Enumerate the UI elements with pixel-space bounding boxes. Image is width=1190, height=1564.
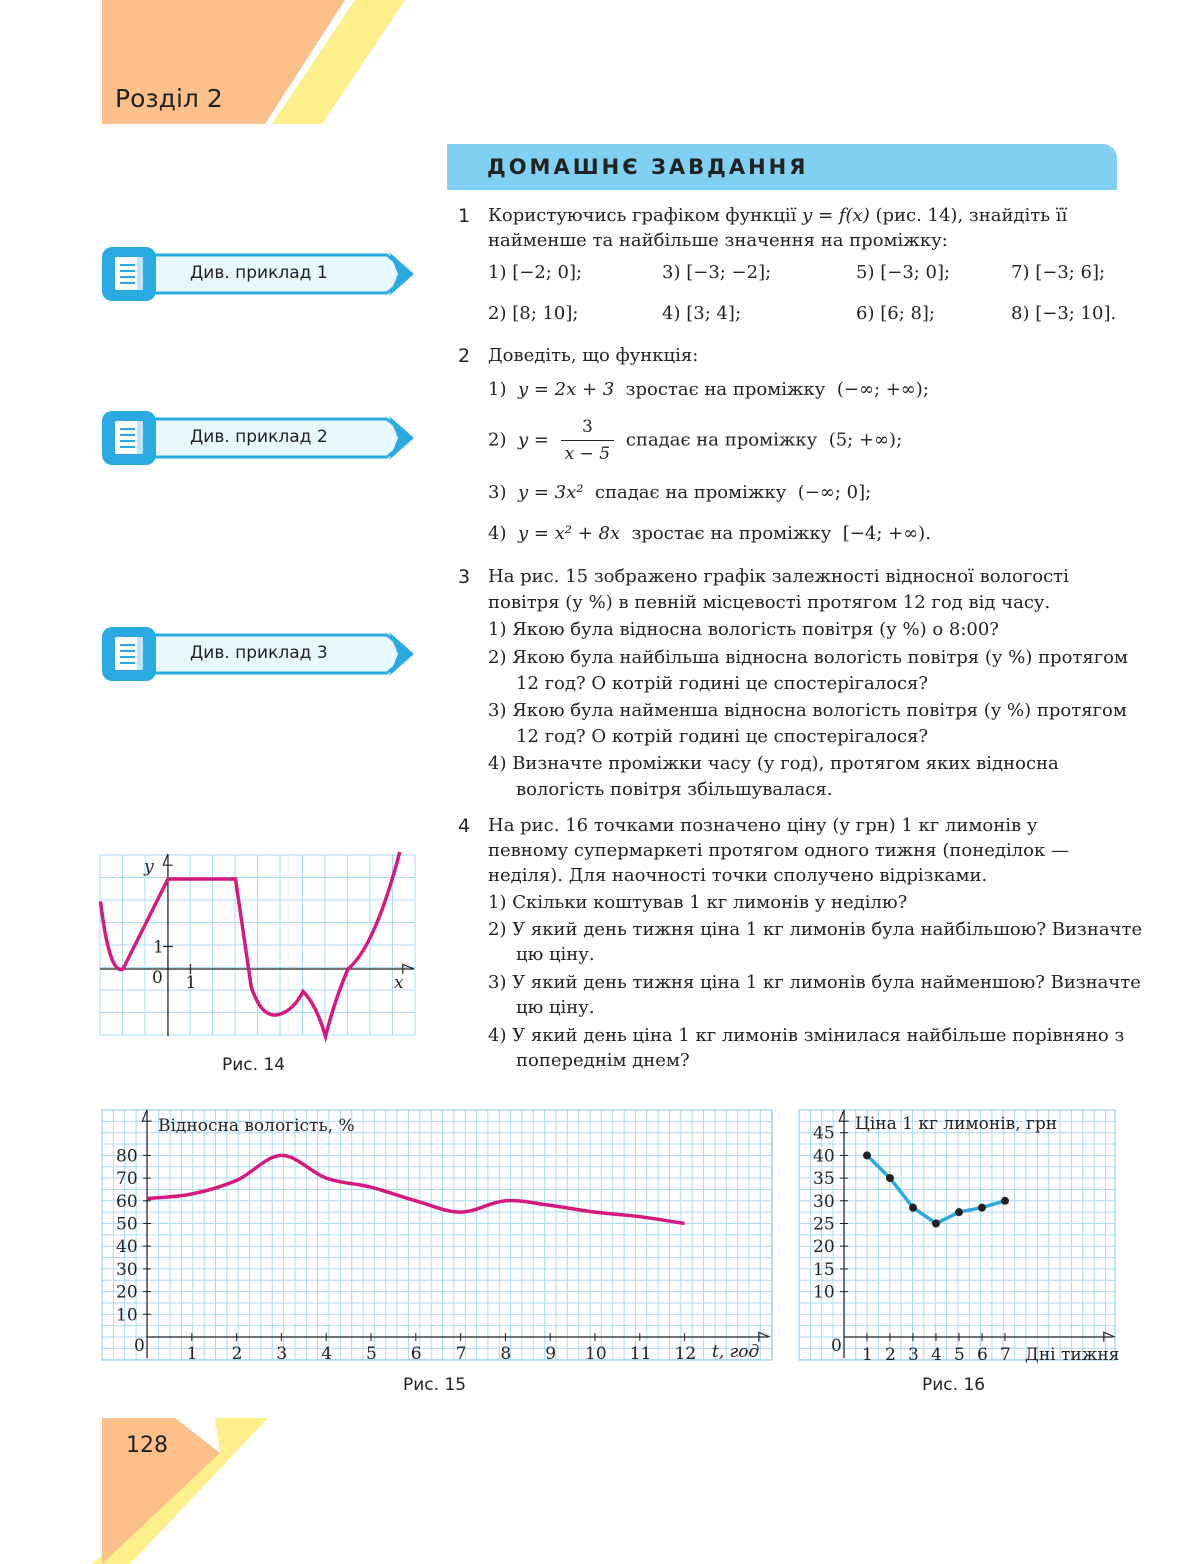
interval-item: 3) [−3; −2]; (662, 262, 772, 283)
y-tick-label: 40 (116, 1237, 138, 1258)
grid (799, 1110, 1115, 1360)
book-icon (115, 257, 143, 290)
y-tick-label: 60 (116, 1191, 138, 1212)
y-tick-label: 80 (116, 1146, 138, 1167)
y-tick-label: 35 (813, 1169, 835, 1190)
y-tick-label: 70 (116, 1169, 138, 1190)
x-tick-label: 3 (276, 1344, 288, 1364)
origin-label: 0 (152, 968, 163, 988)
price-point (932, 1220, 940, 1228)
y-tick-label: 45 (813, 1123, 835, 1144)
task-2-item-3: 3) y = 3x² спадає на проміжку (−∞; 0]; (488, 482, 872, 503)
x-tick-label: 11 (629, 1344, 652, 1364)
y-tick-label: 20 (813, 1237, 835, 1258)
interval-item: 6) [6; 8]; (856, 303, 936, 324)
interval-item: 7) [−3; 6]; (1011, 262, 1106, 283)
book-icon (115, 421, 143, 454)
task-3-item: 3) Якою була найменша відносна вологість повітря (у %) протягом 12 год? О котрій годині це спостерігалося? (488, 700, 1127, 747)
example-link-3[interactable] (102, 627, 414, 681)
y-axis-title: Ціна 1 кг лимонів, грн (855, 1114, 1058, 1134)
task-4-item: 3) У який день тижня ціна 1 кг лимонів була найменшою? Визначте цю ціну. (488, 972, 1141, 1018)
y-axis-label: y (144, 857, 154, 877)
x-tick-label: 8 (500, 1344, 512, 1364)
task-3-item: 4) Визначте проміжки часу (у год), протягом яких відносна вологість повітря збільшувалася. (488, 753, 1059, 800)
x-tick-label: 1 (862, 1345, 873, 1365)
fraction: $\frac{3}{x - 5}$ (561, 414, 614, 467)
example-link-label: Див. приклад 1 (190, 263, 328, 283)
x-tick-label: 7 (1000, 1345, 1011, 1365)
y-tick-label: 10 (116, 1305, 138, 1326)
task-2-text: Доведіть, що функція: (488, 345, 699, 366)
interval-item: 8) [−3; 10]. (1011, 303, 1117, 324)
task-2-item-1: 1) y = 2x + 3 зростає на проміжку (−∞; +∞); (488, 379, 929, 400)
y-tick-label: 30 (813, 1191, 835, 1212)
price-point (978, 1204, 986, 1212)
example-link-1[interactable] (102, 247, 414, 301)
price-point (955, 1208, 963, 1216)
figure-14-graph (96, 850, 426, 1050)
figure-15-chart (100, 1106, 780, 1366)
price-point (909, 1204, 917, 1212)
y-tick-label: 1 (153, 937, 164, 958)
origin-label: 0 (831, 1336, 842, 1356)
x-tick-label: 4 (321, 1344, 333, 1364)
x-tick-label: 9 (545, 1344, 557, 1364)
task-4-item: 1) Скільки коштував 1 кг лимонів у неділю? (488, 892, 908, 913)
x-tick-label: 6 (977, 1345, 988, 1365)
price-point (1001, 1197, 1009, 1205)
task-text: Користуючись графіком функції (488, 205, 803, 226)
x-tick-label: 12 (674, 1344, 697, 1364)
page-number: 128 (126, 1433, 168, 1458)
task-number: 1 (458, 205, 471, 227)
y-tick-label: 50 (116, 1214, 138, 1235)
formula: y = f(x) (802, 205, 870, 226)
x-tick-label: 5 (954, 1345, 965, 1365)
figure-16-caption: Рис. 16 (922, 1375, 986, 1395)
header-decoration (0, 0, 460, 130)
x-tick-label: 4 (931, 1345, 942, 1365)
x-tick-label: 10 (585, 1344, 607, 1364)
task-2-item-2: 2) y = $\frac{3}{x - 5}$ спадає на проміжку (5; +∞); (488, 414, 1118, 467)
task-3-item: 2) Якою була найбільша відносна вологість повітря (у %) протягом 12 год? О котрій годині це спостерігалося? (488, 647, 1129, 694)
figure-14-caption: Рис. 14 (222, 1055, 286, 1075)
example-link-2[interactable] (102, 411, 414, 465)
x-tick-label: 3 (908, 1345, 919, 1365)
x-axis-title: Дні тижня (1025, 1345, 1120, 1365)
homework-title: ДОМАШНЄ ЗАВДАННЯ (487, 155, 809, 179)
figure-15-caption: Рис. 15 (403, 1375, 467, 1395)
task-4-item: 4) У який день ціна 1 кг лимонів змінилася найбільше порівняно з попереднім днем? (488, 1025, 1125, 1071)
interval-item: 1) [−2; 0]; (488, 262, 583, 283)
task-3-item: 1) Якою була відносна вологість повітря (у %) о 8:00? (488, 619, 999, 640)
y-tick-label: 10 (813, 1282, 835, 1303)
interval-item: 5) [−3; 0]; (856, 262, 951, 283)
x-tick-label: 1 (186, 1344, 198, 1364)
task-4-item: 2) У який день тижня ціна 1 кг лимонів була найбільшою? Визначте цю ціну. (488, 919, 1143, 965)
section-title: Розділ 2 (115, 84, 223, 113)
x-tick-label: 1 (185, 973, 197, 993)
homework-header (447, 144, 1117, 190)
x-tick-label: 2 (885, 1345, 896, 1365)
grid (102, 1110, 772, 1360)
y-tick-label: 40 (813, 1146, 835, 1167)
x-tick-label: 6 (410, 1344, 422, 1364)
task-number: 3 (458, 566, 471, 588)
y-tick-label: 20 (116, 1282, 138, 1303)
x-axis-label: x (394, 973, 404, 993)
interval-item: 2) [8; 10]; (488, 303, 579, 324)
interval-item: 4) [3; 4]; (662, 303, 742, 324)
y-tick-label: 25 (813, 1214, 835, 1235)
x-tick-label: 7 (455, 1344, 467, 1364)
x-axis-title: t, год (712, 1342, 760, 1362)
y-tick-label: 15 (813, 1259, 835, 1280)
x-tick-label: 5 (366, 1344, 377, 1364)
task-number: 4 (458, 815, 471, 837)
price-point (886, 1174, 894, 1182)
x-tick-label: 2 (231, 1344, 243, 1364)
y-axis-title: Відносна вологість, % (158, 1116, 355, 1136)
task-1-text (488, 203, 1118, 253)
origin-label: 0 (134, 1336, 145, 1356)
y-tick-label: 30 (116, 1259, 138, 1280)
task-2-item-4: 4) y = x² + 8x зростає на проміжку [−4; +∞). (488, 523, 931, 544)
price-point (863, 1151, 871, 1159)
task-number: 2 (458, 345, 471, 367)
example-link-label: Див. приклад 3 (190, 643, 328, 663)
task-4-text: На рис. 16 точками позначено ціну (у грн) 1 кг лимонів у певному супермаркеті протягом одного тижня (понеділок — неділя). Для наочності точки сполучено відрізками. (488, 815, 1069, 886)
task-3-text: На рис. 15 зображено графік залежності відносної вологості повітря (у %) в певній місцевості протягом 12 год від часу. (488, 566, 1069, 613)
figure-16-chart (797, 1106, 1122, 1366)
task-text: (рис. 14), знайдіть її найменше та найбільше значення на проміжку: (488, 205, 1068, 251)
book-icon (115, 637, 143, 670)
example-link-label: Див. приклад 2 (190, 427, 328, 447)
